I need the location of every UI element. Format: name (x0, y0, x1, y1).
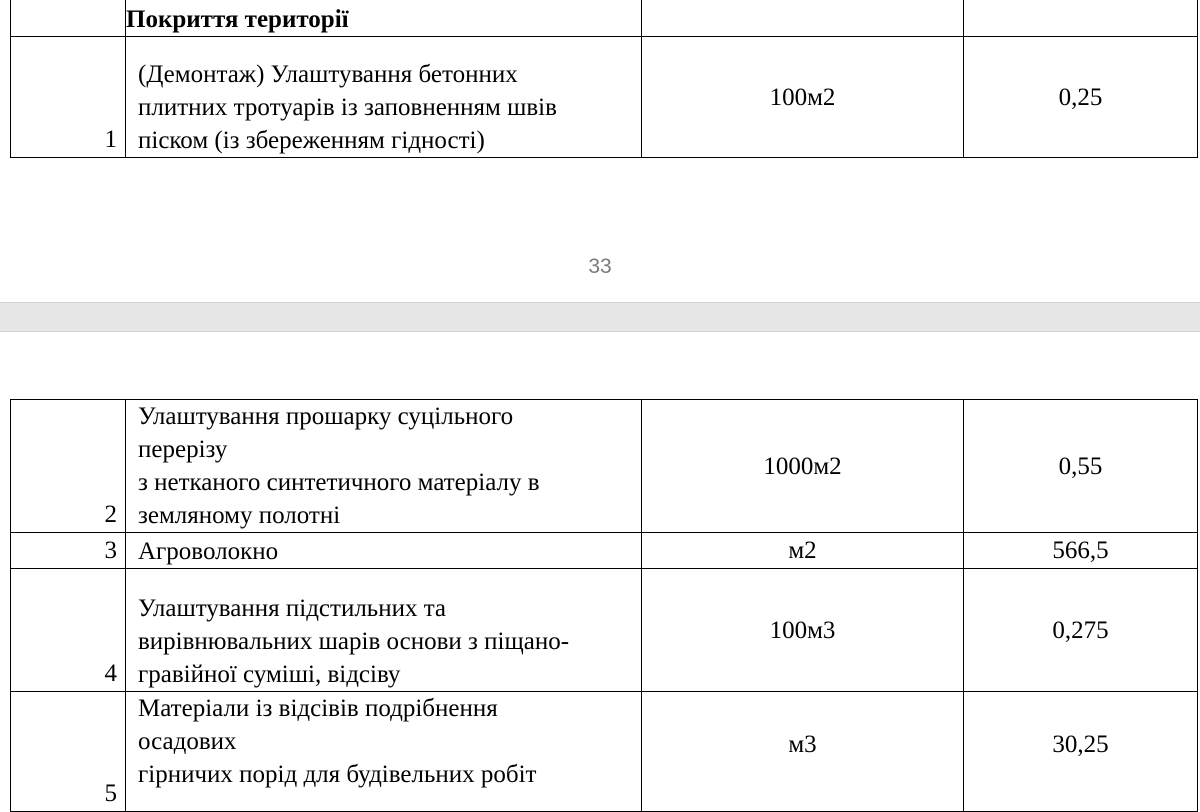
table-row (11, 692, 1198, 812)
work-name: (Демонтаж) Улаштування бетонних плитних тротуарів із заповненням швів піском (із збереженням гідності) (138, 61, 557, 154)
row-number-cell (11, 37, 126, 158)
row-number: 5 (104, 780, 117, 807)
unit-value: м3 (788, 731, 817, 758)
row-number-cell (11, 692, 126, 812)
quantity-cell (964, 692, 1198, 812)
section-title: Покриття території (126, 0, 642, 37)
table-cell-empty (964, 0, 1198, 37)
row-number: 4 (104, 660, 117, 687)
estimate-table-bottom (10, 399, 1198, 812)
work-name: Улаштування підстильних та вирівнювальних шарів основи з піщано- гравійної суміші, відсіву (138, 595, 570, 688)
estimate-table-top (10, 0, 1198, 158)
section-header-row (11, 0, 1198, 37)
quantity-cell: 0,275 (964, 569, 1198, 692)
table-row (11, 569, 1198, 692)
row-number: 1 (104, 126, 117, 153)
table-row (11, 533, 1198, 569)
page-break-gap (0, 302, 1200, 332)
unit-cell: м2 (642, 533, 964, 569)
row-number-cell (11, 400, 126, 533)
unit-cell: 100м3 (642, 569, 964, 692)
work-name-cell (126, 400, 642, 533)
row-number-cell (11, 533, 126, 569)
work-name: Улаштування прошарку суцільного перерізу з нетканого синтетичного матеріалу в земляному полотні (138, 403, 540, 529)
row-number-cell (11, 569, 126, 692)
table-cell-empty (642, 0, 964, 37)
work-name: Матеріали із відсівів подрібнення осадових гірничих порід для будівельних робіт (138, 695, 537, 788)
work-name-cell (126, 569, 642, 692)
quantity-value: 30,25 (1052, 731, 1109, 758)
table-row (11, 37, 1198, 158)
quantity-cell: 0,25 (964, 37, 1198, 158)
row-number: 3 (104, 537, 117, 564)
unit-cell: 1000м2 (642, 400, 964, 533)
quantity-cell: 566,5 (964, 533, 1198, 569)
page-number: 33 (588, 255, 612, 278)
table-cell-empty (11, 0, 126, 37)
row-number: 2 (104, 501, 117, 528)
work-name-cell (126, 692, 642, 812)
work-name: Агроволокно (138, 538, 279, 565)
unit-cell: 100м2 (642, 37, 964, 158)
table-row (11, 400, 1198, 533)
work-name-cell (126, 37, 642, 158)
unit-cell (642, 692, 964, 812)
work-name-cell (126, 533, 642, 569)
quantity-cell: 0,55 (964, 400, 1198, 533)
